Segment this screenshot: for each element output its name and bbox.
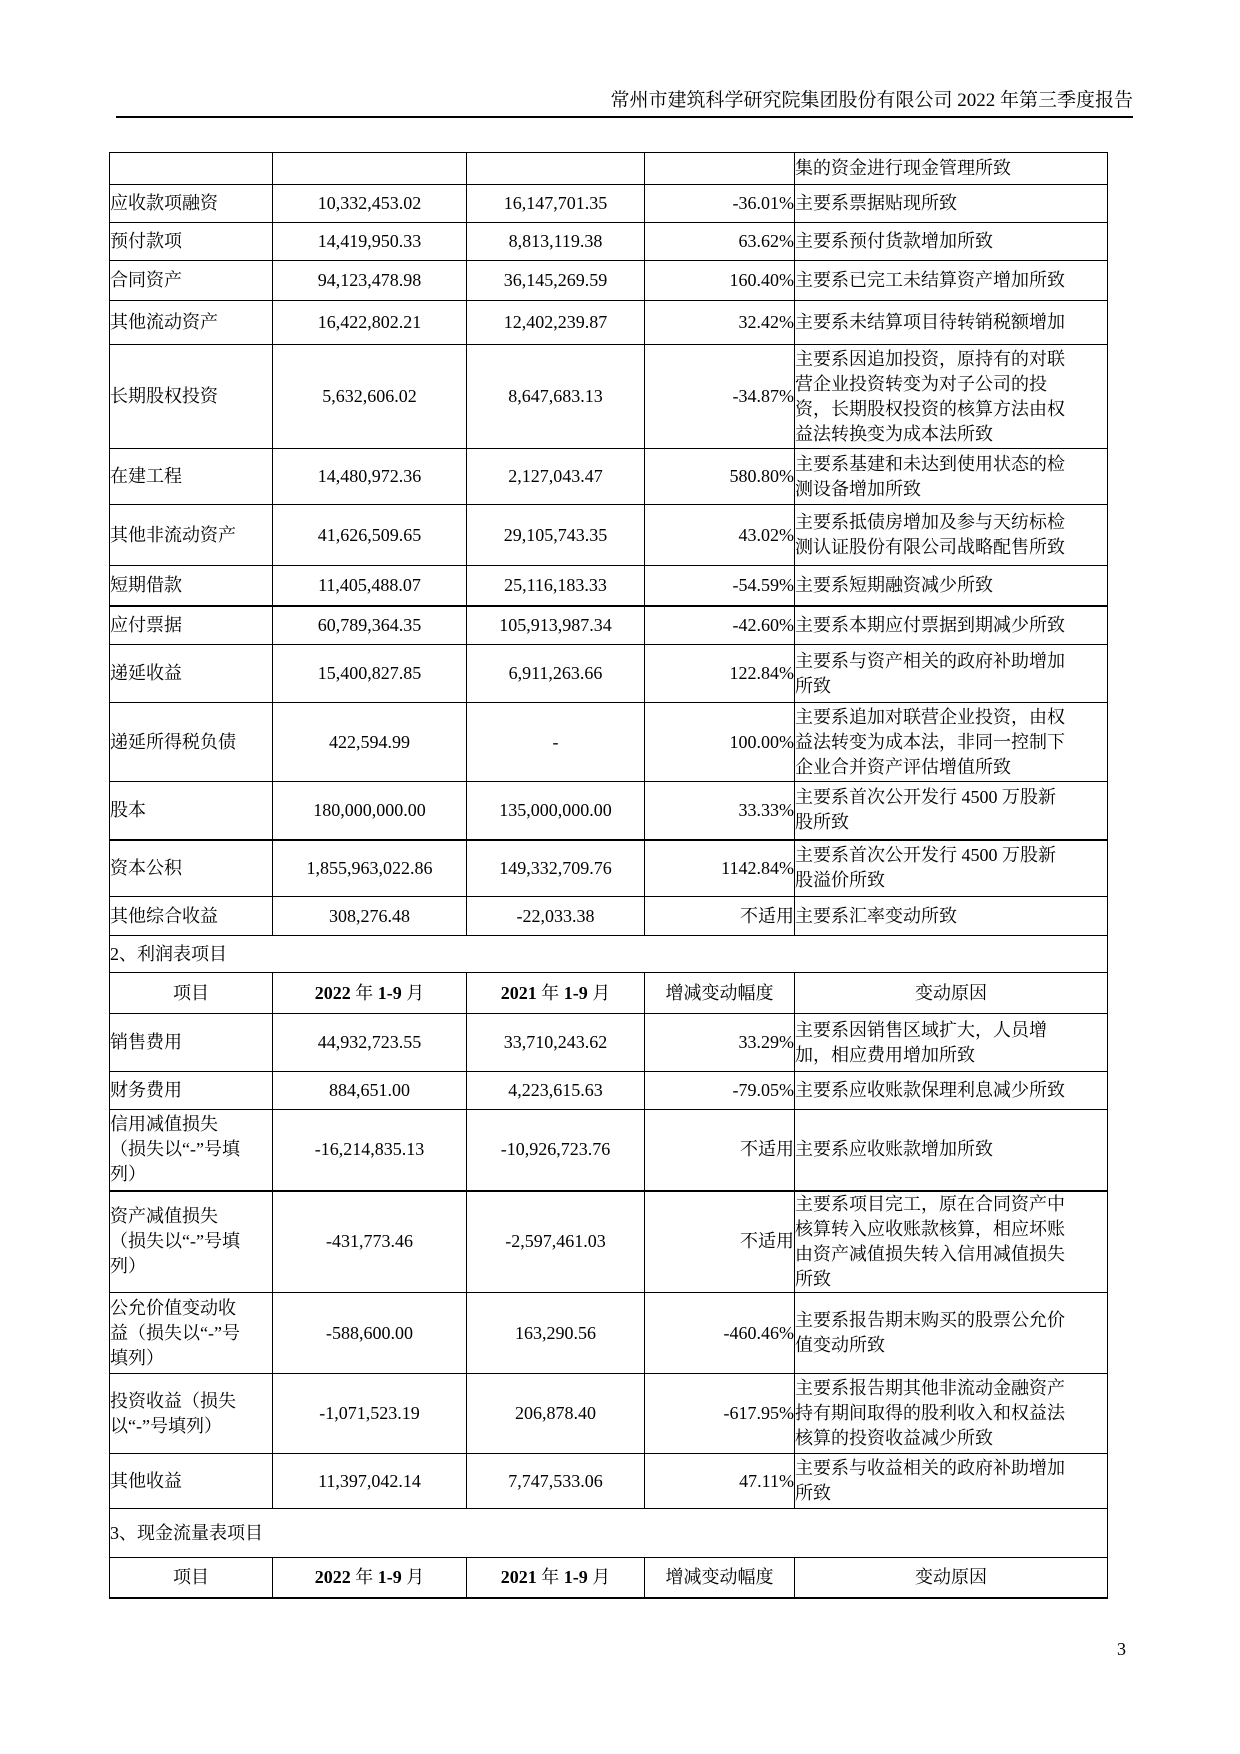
item-name: 股本 [110, 782, 273, 840]
change-reason: 主要系与资产相关的政府补助增加 所致 [795, 645, 1108, 703]
header-month-unit: 月 [592, 982, 611, 1003]
prior-period-value: - [467, 703, 645, 782]
prior-period-value: -22,033.38 [467, 897, 645, 936]
current-period-value: -588,600.00 [273, 1293, 467, 1374]
current-period-value: 180,000,000.00 [273, 782, 467, 840]
empty-cell [645, 153, 795, 185]
item-name: 财务费用 [110, 1072, 273, 1110]
current-period-value: -16,214,835.13 [273, 1110, 467, 1191]
change-reason: 主要系首次公开发行 4500 万股新 股溢价所致 [795, 840, 1108, 897]
prior-period-value: 105,913,987.34 [467, 606, 645, 645]
change-reason: 主要系未结算项目待转销税额增加 [795, 301, 1108, 345]
item-name: 其他综合收益 [110, 897, 273, 936]
table-row [110, 1014, 1108, 1072]
change-reason: 主要系应收账款增加所致 [795, 1110, 1108, 1191]
empty-cell [273, 153, 467, 185]
prior-period-value: 7,747,533.06 [467, 1454, 645, 1509]
item-name: 销售费用 [110, 1014, 273, 1072]
item-name: 资产减值损失 （损失以“-”号填 列） [110, 1191, 273, 1293]
prior-period-value: 4,223,615.63 [467, 1072, 645, 1110]
empty-cell [467, 153, 645, 185]
item-name: 资本公积 [110, 840, 273, 897]
current-period-value: 10,332,453.02 [273, 185, 467, 223]
prior-period-value: 206,878.40 [467, 1374, 645, 1454]
current-period-value: 44,932,723.55 [273, 1014, 467, 1072]
item-name: 其他流动资产 [110, 301, 273, 345]
change-reason: 主要系基建和未达到使用状态的检 测设备增加所致 [795, 449, 1108, 505]
current-period-value: 14,480,972.36 [273, 449, 467, 505]
header-year-unit: 年 [541, 982, 560, 1003]
report-header-title: 常州市建筑科学研究院集团股份有限公司 2022 年第三季度报告 [610, 90, 1133, 111]
change-reason: 主要系预付货款增加所致 [795, 223, 1108, 261]
current-period-value: 60,789,364.35 [273, 606, 467, 645]
column-header-prior-period [467, 973, 645, 1014]
section-title: 3、现金流量表项目 [110, 1509, 1108, 1558]
column-header-row [110, 973, 1108, 1014]
change-rate: -460.46% [645, 1293, 795, 1374]
table-row [110, 185, 1108, 223]
column-header-change-reason: 变动原因 [795, 973, 1108, 1014]
section-title-row [110, 1509, 1108, 1558]
item-name: 递延收益 [110, 645, 273, 703]
current-period-value: 16,422,802.21 [273, 301, 467, 345]
change-reason: 主要系因销售区域扩大，人员增 加，相应费用增加所致 [795, 1014, 1108, 1072]
item-name: 投资收益（损失 以“-”号填列） [110, 1374, 273, 1454]
item-name: 递延所得税负债 [110, 703, 273, 782]
change-reason: 主要系已完工未结算资产增加所致 [795, 261, 1108, 301]
change-reason: 集的资金进行现金管理所致 [795, 153, 1108, 185]
item-name: 应付票据 [110, 606, 273, 645]
column-header-current-period [273, 973, 467, 1014]
page-number: 3 [1117, 1639, 1126, 1659]
header-year: 2022 [314, 982, 351, 1003]
column-header-prior-period [467, 1558, 645, 1598]
change-reason: 主要系项目完工，原在合同资产中 核算转入应收账款核算，相应坏账 由资产减值损失转入信用减值损失 所致 [795, 1191, 1108, 1293]
table-row [110, 261, 1108, 301]
change-reason: 主要系票据贴现所致 [795, 185, 1108, 223]
prior-period-value: 149,332,709.76 [467, 840, 645, 897]
header-month-unit: 月 [592, 1566, 611, 1587]
current-period-value: 1,855,963,022.86 [273, 840, 467, 897]
change-rate: 不适用 [645, 1191, 795, 1293]
change-rate: 1142.84% [645, 840, 795, 897]
column-header-item: 项目 [110, 973, 273, 1014]
prior-period-value: 163,290.56 [467, 1293, 645, 1374]
table-row [110, 897, 1108, 936]
table-row [110, 840, 1108, 897]
change-rate: -79.05% [645, 1072, 795, 1110]
header-month-range: 1-9 [377, 982, 402, 1003]
item-name: 应收款项融资 [110, 185, 273, 223]
table-row [110, 703, 1108, 782]
current-period-value: 422,594.99 [273, 703, 467, 782]
table-row [110, 645, 1108, 703]
table-row [110, 1110, 1108, 1191]
table-row [110, 1293, 1108, 1374]
header-rule [116, 116, 1133, 118]
table-row [110, 566, 1108, 606]
change-rate: 不适用 [645, 1110, 795, 1191]
item-name: 其他收益 [110, 1454, 273, 1509]
table-row [110, 449, 1108, 505]
current-period-value: 94,123,478.98 [273, 261, 467, 301]
item-name: 合同资产 [110, 261, 273, 301]
item-name: 公允价值变动收 益（损失以“-”号 填列） [110, 1293, 273, 1374]
prior-period-value: 25,116,183.33 [467, 566, 645, 606]
change-rate: 63.62% [645, 223, 795, 261]
item-name: 其他非流动资产 [110, 505, 273, 566]
change-rate: 33.33% [645, 782, 795, 840]
prior-period-value: 16,147,701.35 [467, 185, 645, 223]
change-reason: 主要系追加对联营企业投资，由权 益法转变为成本法，非同一控制下 企业合并资产评估增值所致 [795, 703, 1108, 782]
change-reason: 主要系与收益相关的政府补助增加 所致 [795, 1454, 1108, 1509]
table-row [110, 345, 1108, 449]
column-header-row [110, 1558, 1108, 1598]
change-reason: 主要系本期应付票据到期减少所致 [795, 606, 1108, 645]
table-row [110, 223, 1108, 261]
item-name: 短期借款 [110, 566, 273, 606]
change-reason: 主要系报告期末购买的股票公允价 值变动所致 [795, 1293, 1108, 1374]
header-month-unit: 月 [406, 1566, 425, 1587]
header-year: 2021 [500, 982, 537, 1003]
current-period-value: 308,276.48 [273, 897, 467, 936]
section-title: 2、利润表项目 [110, 936, 1108, 973]
table-row [110, 782, 1108, 840]
item-name: 长期股权投资 [110, 345, 273, 449]
column-header-change-rate: 增减变动幅度 [645, 973, 795, 1014]
header-year: 2021 [500, 1566, 537, 1587]
change-rate: 100.00% [645, 703, 795, 782]
column-header-item: 项目 [110, 1558, 273, 1598]
change-reason: 主要系应收账款保理利息减少所致 [795, 1072, 1108, 1110]
header-month-unit: 月 [406, 982, 425, 1003]
prior-period-value: 6,911,263.66 [467, 645, 645, 703]
change-rate: 47.11% [645, 1454, 795, 1509]
header-month-range: 1-9 [377, 1566, 402, 1587]
current-period-value: -1,071,523.19 [273, 1374, 467, 1454]
change-rate: -54.59% [645, 566, 795, 606]
prior-period-value: 8,813,119.38 [467, 223, 645, 261]
prior-period-value: 12,402,239.87 [467, 301, 645, 345]
prior-period-value: 36,145,269.59 [467, 261, 645, 301]
current-period-value: 11,397,042.14 [273, 1454, 467, 1509]
prior-period-value: -10,926,723.76 [467, 1110, 645, 1191]
item-name: 信用减值损失 （损失以“-”号填 列） [110, 1110, 273, 1191]
change-rate: -617.95% [645, 1374, 795, 1454]
prior-period-value: 29,105,743.35 [467, 505, 645, 566]
change-rate: 不适用 [645, 897, 795, 936]
item-name: 在建工程 [110, 449, 273, 505]
change-reason: 主要系汇率变动所致 [795, 897, 1108, 936]
prior-period-value: 8,647,683.13 [467, 345, 645, 449]
change-reason: 主要系因追加投资，原持有的对联 营企业投资转变为对子公司的投 资，长期股权投资的核算方法由权 益法转换变为成本法所致 [795, 345, 1108, 449]
prior-period-value: 135,000,000.00 [467, 782, 645, 840]
section-title-row [110, 936, 1108, 973]
current-period-value: 41,626,509.65 [273, 505, 467, 566]
financial-change-table [109, 152, 1108, 1599]
change-reason: 主要系报告期其他非流动金融资产 持有期间取得的股利收入和权益法 核算的投资收益减少所致 [795, 1374, 1108, 1454]
change-rate: 33.29% [645, 1014, 795, 1072]
table-row [110, 153, 1108, 185]
current-period-value: 884,651.00 [273, 1072, 467, 1110]
table-row [110, 1072, 1108, 1110]
table-row [110, 1191, 1108, 1293]
change-rate: -34.87% [645, 345, 795, 449]
header-year-unit: 年 [355, 982, 374, 1003]
column-header-current-period [273, 1558, 467, 1598]
change-reason: 主要系首次公开发行 4500 万股新 股所致 [795, 782, 1108, 840]
change-reason: 主要系短期融资减少所致 [795, 566, 1108, 606]
prior-period-value: 2,127,043.47 [467, 449, 645, 505]
change-rate: 43.02% [645, 505, 795, 566]
change-rate: 122.84% [645, 645, 795, 703]
change-rate: 160.40% [645, 261, 795, 301]
table-row [110, 505, 1108, 566]
table-row [110, 606, 1108, 645]
header-year-unit: 年 [541, 1566, 560, 1587]
current-period-value: 5,632,606.02 [273, 345, 467, 449]
column-header-change-rate: 增减变动幅度 [645, 1558, 795, 1598]
current-period-value: 11,405,488.07 [273, 566, 467, 606]
prior-period-value: 33,710,243.62 [467, 1014, 645, 1072]
header-year: 2022 [314, 1566, 351, 1587]
header-month-range: 1-9 [563, 982, 588, 1003]
current-period-value: 14,419,950.33 [273, 223, 467, 261]
change-rate: 580.80% [645, 449, 795, 505]
table-row [110, 1454, 1108, 1509]
prior-period-value: -2,597,461.03 [467, 1191, 645, 1293]
table-row [110, 301, 1108, 345]
change-rate: 32.42% [645, 301, 795, 345]
header-year-unit: 年 [355, 1566, 374, 1587]
current-period-value: 15,400,827.85 [273, 645, 467, 703]
change-rate: -36.01% [645, 185, 795, 223]
change-reason: 主要系抵债房增加及参与天纺标检 测认证股份有限公司战略配售所致 [795, 505, 1108, 566]
header-month-range: 1-9 [563, 1566, 588, 1587]
column-header-change-reason: 变动原因 [795, 1558, 1108, 1598]
change-rate: -42.60% [645, 606, 795, 645]
current-period-value: -431,773.46 [273, 1191, 467, 1293]
empty-cell [110, 153, 273, 185]
table-row [110, 1374, 1108, 1454]
item-name: 预付款项 [110, 223, 273, 261]
